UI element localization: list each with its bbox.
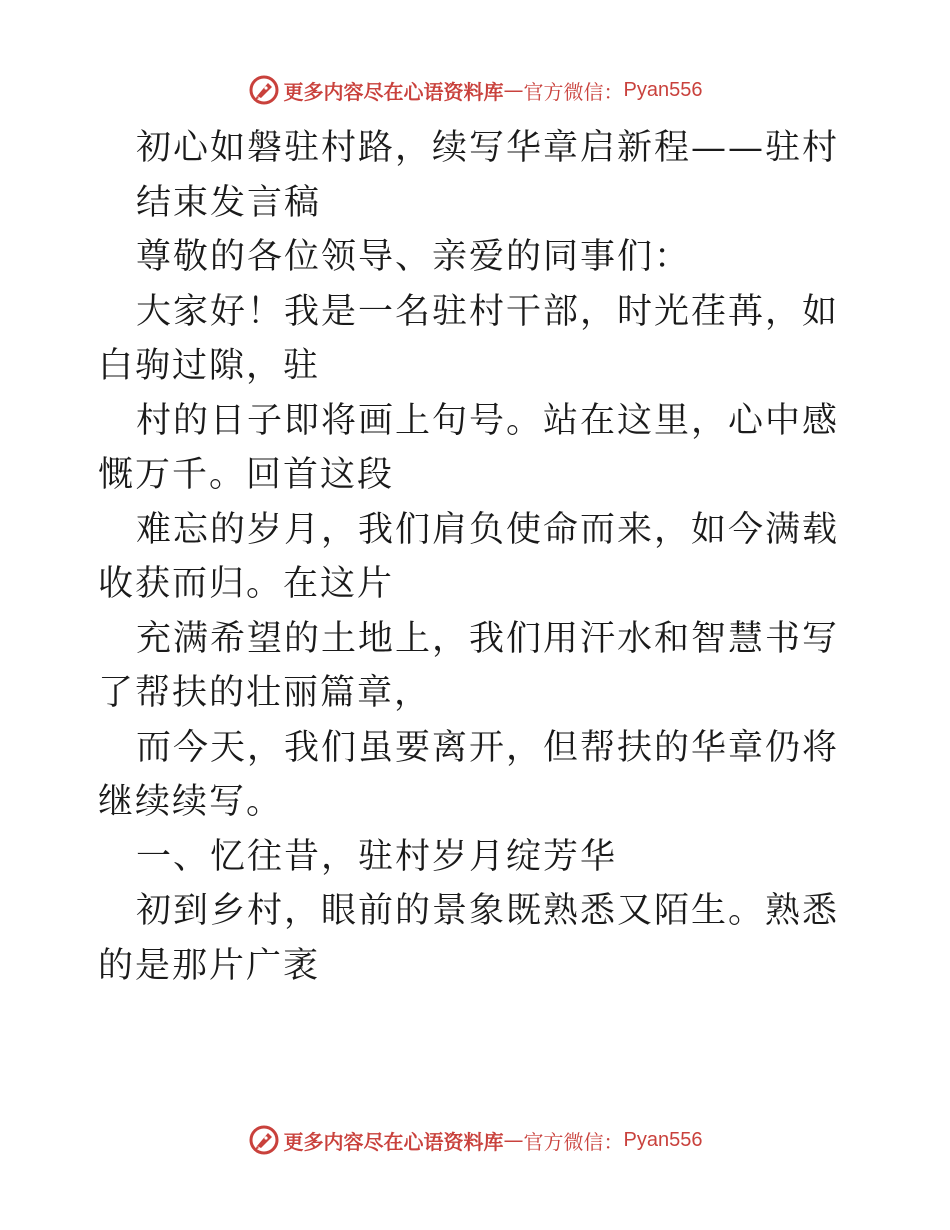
banner-text: 更多内容尽在心语资料库 [283, 1129, 504, 1154]
wechat-id: Pyan556 [623, 78, 703, 101]
wechat-label: 官方微信： [523, 1129, 624, 1154]
paragraph-line: 难忘的岁月，我们肩负使命而来，如今满载收获而归。在这片 [98, 509, 840, 604]
section-heading: 一、忆往昔，驻村岁月绽芳华 [136, 836, 618, 877]
salutation: 尊敬的各位领导、亲爱的同事们： [136, 237, 692, 277]
wechat-label: 官方微信： [523, 79, 624, 104]
document-title-line-1: 初心如磐驻村路，续写华章启新程——驻村 [136, 128, 840, 168]
header-banner [0, 70, 950, 110]
paragraph-line: 村的日子即将画上句号。站在这里，心中感慨万千。回首这段 [98, 400, 840, 495]
pen-nib-logo-icon [248, 1124, 280, 1156]
paragraph-line: 充满希望的土地上，我们用汗水和智慧书写了帮扶的壮丽篇章， [98, 618, 840, 713]
pen-nib-logo-icon [248, 74, 280, 106]
paragraph-line: 大家好！我是一名驻村干部，时光荏苒，如白驹过隙，驻 [98, 291, 840, 386]
banner-text: 更多内容尽在心语资料库 [283, 79, 504, 104]
document-title-line-2: 结束发言稿 [136, 182, 322, 223]
paragraph-line: 而今天，我们虽要离开，但帮扶的华章仍将继续续写。 [98, 727, 840, 822]
banner-dash: — [503, 78, 524, 102]
footer-banner [0, 1120, 950, 1160]
paragraph-line: 初到乡村，眼前的景象既熟悉又陌生。熟悉的是那片广袤 [98, 891, 840, 986]
document-body [98, 121, 858, 993]
banner-dash: — [503, 1128, 524, 1152]
wechat-id: Pyan556 [623, 1128, 703, 1151]
